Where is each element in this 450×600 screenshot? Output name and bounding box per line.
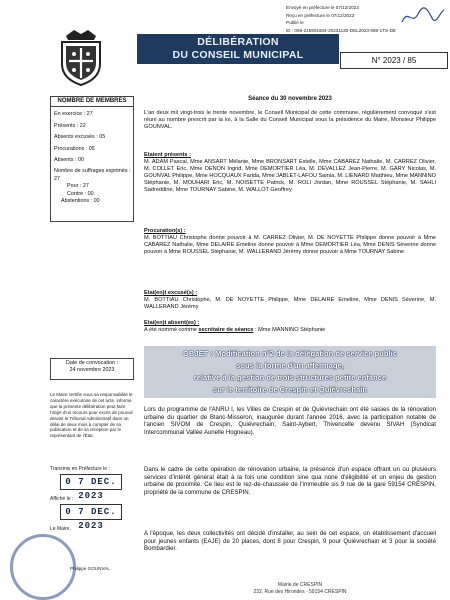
paragraph: Dans le cadre de cette opération de rénovation urbaine, la présence d'un espace offrant un ou plusieurs services d'intérêt général était à la fois une condition sine qua none d'éligibilité et un enjeu de gestion urbaine de proximité. Ce lieu est le rez-de-chaussée de l'immeuble sis 9 rue de la gare 59154 CRESPIN, propriété de la commune de CRESPIN. <box>144 466 436 496</box>
town-hall-seal-icon <box>10 534 76 600</box>
procurations-list: M. BOTTIAU Christophe donne pouvoir à M. CARREZ Olivier, M. DE NOYETTE Philippe donne pouvoir à Mme CABAREZ Nathalie, Mme DELAIRE Emeline donne pouvoir à Mme DEMORTIER Léa, Mme DENIS Séverine donne pouvoir à Mme ROUSSEL Stéphanie, M. WALLERAND Jérémy donne pouvoir à Mme TOURNAY Sabine <box>144 235 436 256</box>
title-line-1: DÉLIBÉRATION <box>197 36 279 48</box>
members-row: Nombre de suffrages exprimés : 27 <box>54 168 131 182</box>
procurations-label: Procuration(s) : <box>144 228 186 234</box>
stamp-line: Reçu en préfecture le 07/12/2023 <box>286 12 355 18</box>
subject-line-1: OBJET : Modification n°2 de la délégation de service public <box>182 349 397 358</box>
presents-list: M. ADAM Pascal, Mme ANSART Mélanie, Mme BRONSART Estelle, Mme CABAREZ Nathalie, M. CARREZ Olivier, M. COLLET Eric, Mme DENON Ingrid, Mme DEMORTIER Léa, M. DEVALLEZ Jean-Pierre, M. GARY Nicolas, M. GOUNVAL Philippe, Mme HOCQUAUX Farida, Mme JABLET-LAFOU Samia, M. LIENARD Matthieu, Mme MANNINO Stéphanie, M. MOUHARI Eric, M. NOISETTE Patrick, M. ROLI Jordan, Mme ROUSSEL Stéphanie, M. SAHLI Sadreddine, Mme TOURNAY Sabine, M. WALLOT Geoffrey <box>144 159 436 194</box>
stamp-line: Publié le <box>286 20 304 26</box>
executory-notice: Le Maire certifie sous sa responsabilité le caractère exécutoire de cet acte, informe que la présente délibération peut faire l'objet d'un recours pour excès de pouvoir devant le Tribunal Administratif dans un délai de deux mois à compter de sa publication et de sa réception par le représentant de l'État. <box>50 392 134 439</box>
members-row: Pour : 27 <box>67 183 89 190</box>
intro-paragraph: L'an deux mil vingt-trois le trente novembre, le Conseil Municipal de cette commune, régulièrement convoqué s'est réuni au nombre prescrit par la loi, à la Salle du Conseil Municipal sous la présidence du Maire, Monsieur Philippe GOUNVAL. <box>144 110 436 131</box>
excuses-label: Etai(en)t excusé(s) : <box>144 290 198 296</box>
procurations-section <box>144 228 436 256</box>
mayor-name: Philippe GOUNVAL <box>70 566 110 571</box>
members-row: Abstentions : 00 <box>61 198 100 205</box>
stamp-line: Envoyé en préfecture le 07/12/2023 <box>286 5 359 10</box>
stamp-line: ID : 059-215901604-20231130-DEL2023-085-1TS-DE <box>286 27 396 33</box>
members-row: En exercice : 27 <box>54 111 93 118</box>
secretary-label: secrétaire de séance <box>198 327 254 334</box>
title-line-2: DU CONSEIL MUNICIPAL <box>172 49 304 61</box>
members-row: Procurations : 05 <box>54 145 95 152</box>
members-row: Absents excusés : 05 <box>54 134 106 141</box>
mayor-title: Le Maire, <box>50 526 71 532</box>
secretary-line <box>144 327 436 334</box>
footer-line-2: 232, Rue des Hirondes - 59154 CRESPIN <box>253 589 347 595</box>
deliberation-title-banner <box>137 34 339 64</box>
transmitted-date-stamp: 0 7 DEC. 2023 <box>60 474 122 490</box>
excuses-list: M. BOTTIAU Christophe, M. DE NOYETTE Philippe, Mme DELAIRE Emeline, Mme DENIS Séverine, M. WALLERAND Jérémy <box>144 297 436 311</box>
excuses-section <box>144 290 436 311</box>
transmitted-label: Transmis en Préfecture le : <box>50 466 110 472</box>
members-count-box <box>50 96 134 222</box>
paragraph: Lors du programme de l'ANRU I, les Villes de Crespin et de Quiévrechain ont été saisies de la rénovation urbaine du quartier de Blanc-Misseron, inaugurée durant l'année 2016, avec la participation notable de l'ancien SIVOM de Crespin, Quiévrechain, Saint-Aybert, Thivencelle devenu SIVAH (Syndicat Intercommunal Vallée Aunelle Hogneau). <box>144 406 436 436</box>
members-row: Présents : 22 <box>54 122 86 129</box>
deliberation-number: N° 2023 / 85 <box>340 52 448 69</box>
paragraph: A l'époque, les deux collectivités ont décidé d'installer, au sein de cet espace, un établissement d'accueil pour jeunes enfants (EAJE) de 20 places, dont 8 pour Crespin, 9 pour Quiévrechain et 3 pour la société Bombardier. <box>144 530 436 553</box>
absents-label: Etai(en)t absent(es) : <box>144 320 200 326</box>
subject-line-4: sur le territoire de Crespin et Quiévrechain <box>212 385 368 394</box>
secretary-prefix: A été nommé comme <box>144 327 197 334</box>
footer-line-1: Mairie de CRESPIN <box>277 582 323 588</box>
subject-line-3: relative à la gestion de trois structures petite enfance <box>193 373 387 382</box>
handwritten-signature-icon <box>398 4 446 28</box>
members-box-heading: NOMBRE DE MEMBRES <box>51 97 133 107</box>
presents-section <box>144 152 436 195</box>
convocation-date-box <box>50 358 134 380</box>
subject-line-2: sous la forme d'un affermage, <box>236 361 344 370</box>
members-row: Absents : 00 <box>54 157 84 164</box>
presents-label: Etaient présents : <box>144 152 191 158</box>
subject-banner <box>144 346 436 398</box>
posted-date-stamp: 0 7 DEC. 2023 <box>60 504 122 520</box>
secretary-name: : Mme MANNINO Stéphanie <box>255 327 326 334</box>
town-crest-logo <box>56 28 106 86</box>
members-row: Contre : 00 <box>67 190 94 197</box>
absents-section <box>144 320 436 334</box>
convocation-date: 24 novembre 2023 <box>69 367 115 373</box>
posted-label: Affiché le : <box>50 496 74 502</box>
convocation-label: Date de convocation : <box>65 360 119 366</box>
seance-date: Séance du 30 novembre 2023 <box>248 96 332 102</box>
